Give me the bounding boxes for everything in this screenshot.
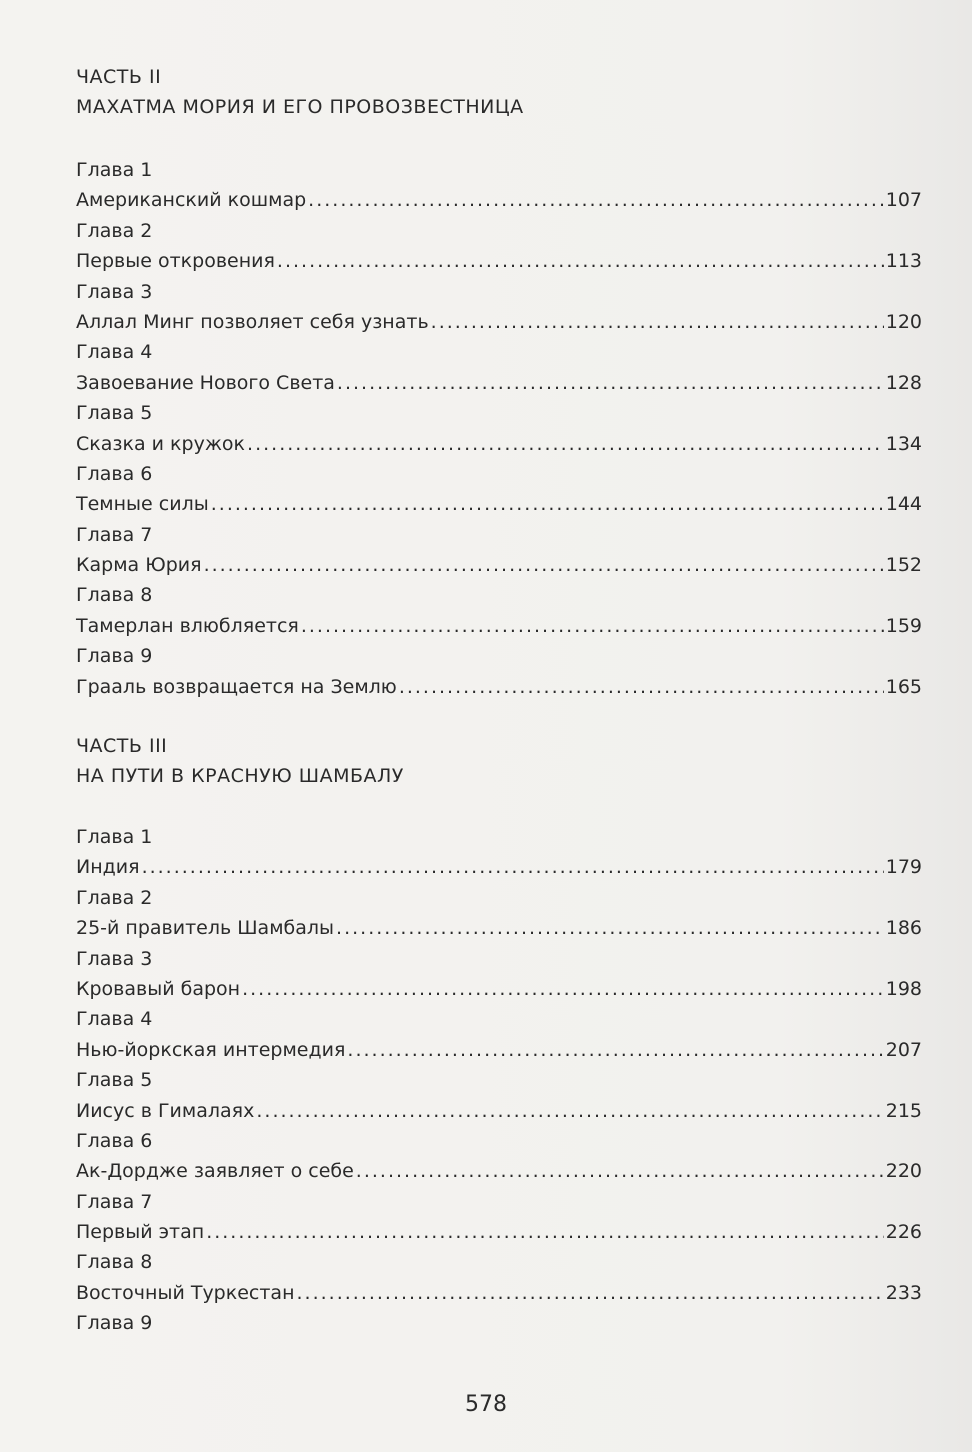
entry-title: Грааль возвращается на Землю bbox=[76, 675, 397, 698]
dot-leader bbox=[256, 1096, 883, 1126]
dot-leader bbox=[337, 368, 884, 398]
chapter-label: Глава 9 bbox=[76, 645, 153, 668]
entry-page: 207 bbox=[885, 1038, 922, 1061]
chapter-label: Глава 3 bbox=[76, 947, 153, 970]
entry-page: 226 bbox=[885, 1221, 922, 1244]
entry-page: 134 bbox=[885, 432, 922, 455]
chapter-label: Глава 4 bbox=[76, 1008, 153, 1031]
entry-title: Аллал Минг позволяет себя узнать bbox=[76, 310, 429, 333]
entry-title: Кровавый барон bbox=[76, 977, 241, 1000]
entry-page: 165 bbox=[885, 675, 922, 698]
entry-title: Карма Юрия bbox=[76, 554, 202, 577]
dot-leader bbox=[206, 1217, 884, 1247]
chapter-label: Глава 2 bbox=[76, 886, 153, 909]
entry-title: Нью-йоркская интермедия bbox=[76, 1038, 346, 1061]
chapter-label: Глава 6 bbox=[76, 1129, 153, 1152]
entry-page: 113 bbox=[885, 250, 922, 273]
toc-entry[interactable] bbox=[76, 429, 922, 459]
entry-page: 128 bbox=[885, 371, 922, 394]
chapter-label: Глава 4 bbox=[76, 341, 153, 364]
toc-entry[interactable] bbox=[76, 611, 922, 641]
toc-entry[interactable] bbox=[76, 368, 922, 398]
dot-leader bbox=[242, 974, 884, 1004]
chapter-label: Глава 3 bbox=[76, 280, 153, 303]
entry-page: 107 bbox=[885, 189, 922, 212]
chapter-label: Глава 8 bbox=[76, 1251, 153, 1274]
toc-entry[interactable] bbox=[76, 1035, 922, 1065]
toc-entry[interactable] bbox=[76, 1278, 922, 1308]
chapter-label: Глава 1 bbox=[76, 826, 153, 848]
chapter-label: Глава 9 bbox=[76, 1312, 153, 1335]
entry-title: Темные силы bbox=[76, 493, 209, 516]
entry-page: 220 bbox=[885, 1160, 922, 1183]
dot-leader bbox=[247, 429, 884, 459]
entry-page: 152 bbox=[885, 554, 922, 577]
entry-title: Ак-Дордже заявляет о себе bbox=[76, 1160, 354, 1183]
entry-page: 159 bbox=[885, 614, 922, 637]
toc-entry[interactable] bbox=[76, 307, 922, 337]
chapter-label: Глава 6 bbox=[76, 462, 153, 485]
chapter-label: Глава 5 bbox=[76, 1069, 153, 1092]
part-2-title: МАХАТМА МОРИЯ И ЕГО ПРОВОЗВЕСТНИЦА bbox=[76, 96, 524, 118]
dot-leader bbox=[347, 1035, 883, 1065]
dot-leader bbox=[399, 672, 884, 702]
entry-title: Американский кошмар bbox=[76, 189, 307, 212]
entry-title: 25-й правитель Шамбалы bbox=[76, 917, 335, 940]
part-2-contents bbox=[76, 155, 922, 702]
part-3-title: НА ПУТИ В КРАСНУЮ ШАМБАЛУ bbox=[76, 765, 404, 787]
page-number: 578 bbox=[465, 1392, 507, 1417]
entry-title: Тамерлан влюбляется bbox=[76, 614, 299, 637]
toc-entry[interactable] bbox=[76, 913, 922, 943]
entry-page: 186 bbox=[885, 917, 922, 940]
toc-entry[interactable] bbox=[76, 1156, 922, 1186]
dot-leader bbox=[431, 307, 884, 337]
dot-leader bbox=[336, 913, 884, 943]
chapter-label: Глава 1 bbox=[76, 159, 153, 181]
toc-entry[interactable] bbox=[76, 1217, 922, 1247]
entry-page: 233 bbox=[885, 1281, 922, 1304]
entry-page: 144 bbox=[885, 493, 922, 516]
entry-page: 120 bbox=[885, 310, 922, 333]
entry-page: 198 bbox=[885, 977, 922, 1000]
toc-entry[interactable] bbox=[76, 550, 922, 580]
dot-leader bbox=[297, 1278, 884, 1308]
toc-entry[interactable] bbox=[76, 1096, 922, 1126]
dot-leader bbox=[301, 611, 884, 641]
dot-leader bbox=[211, 489, 884, 519]
toc-entry[interactable] bbox=[76, 489, 922, 519]
chapter-label: Глава 7 bbox=[76, 523, 153, 546]
part-3-label: ЧАСТЬ III bbox=[76, 735, 168, 757]
toc-entry[interactable] bbox=[76, 672, 922, 702]
entry-title: Восточный Туркестан bbox=[76, 1281, 295, 1304]
entry-title: Индия bbox=[76, 856, 140, 879]
dot-leader bbox=[277, 246, 884, 276]
chapter-label: Глава 2 bbox=[76, 219, 153, 242]
dot-leader bbox=[356, 1156, 884, 1186]
toc-entry[interactable] bbox=[76, 246, 922, 276]
entry-title: Первые откровения bbox=[76, 250, 275, 273]
part-2-heading bbox=[76, 62, 524, 122]
chapter-label: Глава 8 bbox=[76, 584, 153, 607]
dot-leader bbox=[204, 550, 884, 580]
dot-leader bbox=[142, 852, 884, 882]
dot-leader bbox=[308, 185, 884, 215]
part-3-contents bbox=[76, 822, 922, 1339]
entry-title: Иисус в Гималаях bbox=[76, 1099, 255, 1122]
entry-page: 179 bbox=[885, 856, 922, 879]
entry-title: Завоевание Нового Света bbox=[76, 371, 335, 394]
part-3-heading bbox=[76, 731, 404, 791]
entry-page: 215 bbox=[885, 1099, 922, 1122]
part-2-label: ЧАСТЬ II bbox=[76, 66, 162, 88]
toc-entry[interactable] bbox=[76, 852, 922, 882]
toc-entry[interactable] bbox=[76, 974, 922, 1004]
toc-entry[interactable] bbox=[76, 185, 922, 215]
entry-title: Первый этап bbox=[76, 1221, 205, 1244]
chapter-label: Глава 7 bbox=[76, 1190, 153, 1213]
entry-title: Сказка и кружок bbox=[76, 432, 246, 455]
chapter-label: Глава 5 bbox=[76, 402, 153, 425]
